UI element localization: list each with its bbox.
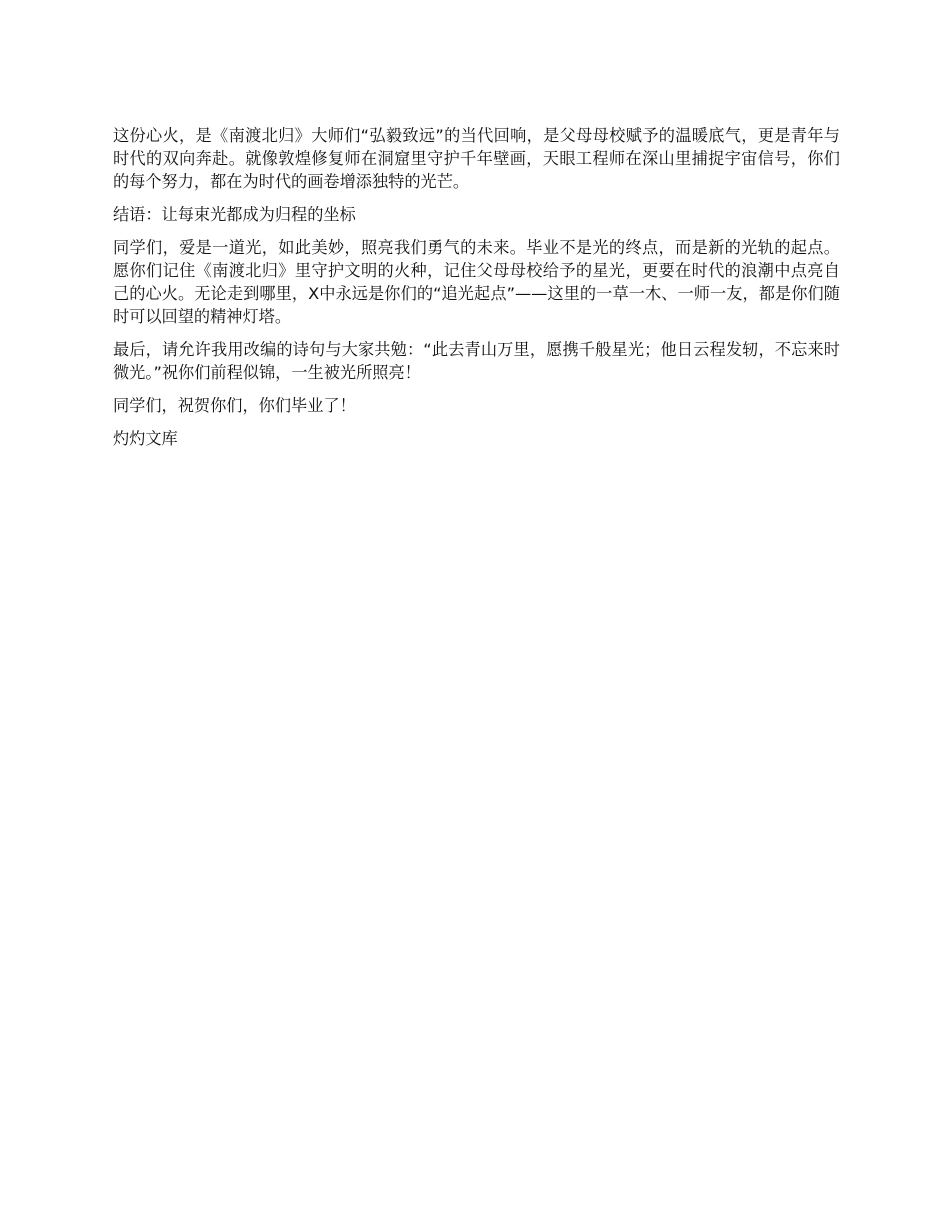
conclusion-heading: 结语：让每束光都成为归程的坐标 [113, 205, 356, 224]
paragraph-heart-fire: 这份心火，是《南渡北归》大师们“弘毅致远”的当代回响，是父母母校赋予的温暖底气，更是青年与时代的双向奔赴。就像敦煌修复师在洞窟里守护千年壁画，天眼工程师在深山里捕捉宇宙信号，你们的每个努力，都在为时代的画卷增添独特的光芒。 [113, 126, 840, 191]
paragraph-closing-poem: 最后，请允许我用改编的诗句与大家共勉：“此去青山万里，愿携千般星光；他日云程发轫，不忘来时微光。”祝你们前程似锦，一生被光所照亮！ [113, 340, 840, 382]
source-label: 灼灼文库 [113, 429, 178, 448]
document-body [113, 124, 840, 460]
paragraph-love-light: 同学们，爱是一道光，如此美妙，照亮我们勇气的未来。毕业不是光的终点，而是新的光轨的起点。愿你们记住《南渡北归》里守护文明的火种，记住父母母校给予的星光，更要在时代的浪潮中点亮自己的心火。无论走到哪里，X中永远是你们的“追光起点”——这里的一草一木、一师一友，都是你们随时可以回望的精神灯塔。 [113, 238, 840, 326]
paragraph-congratulations: 同学们，祝贺你们，你们毕业了！ [113, 396, 356, 415]
